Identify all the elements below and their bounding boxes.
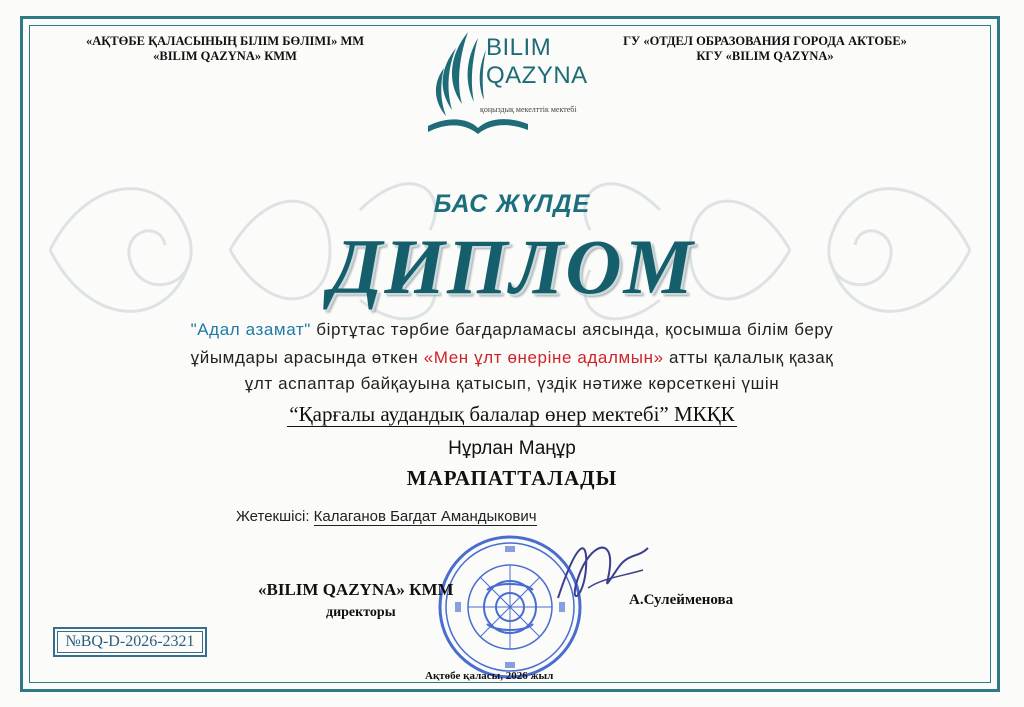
- logo-line2: QAZYNA: [486, 62, 588, 89]
- body-line-1-text: біртұтас тәрбие бағдарламасы аясында, қосымша білім беру: [310, 320, 834, 339]
- supervisor-label: Жетекшісі:: [236, 508, 314, 525]
- diploma-title: ДИПЛОМ: [329, 223, 695, 310]
- contest-name: «Мен ұлт өнеріне адалмын»: [423, 348, 664, 367]
- supervisor-line: [236, 508, 537, 525]
- logo-tagline: қоңыздық мекелттік мектебі: [480, 105, 577, 114]
- diploma-subtitle: БАС ЖҮЛДЕ: [433, 190, 591, 218]
- header-right-line2: КГУ «BILIM QAZYNA»: [696, 49, 834, 63]
- body-line-2-end: атты қалалық қазақ: [663, 348, 834, 367]
- logo-line1: BILIM: [486, 34, 552, 61]
- header-left: [60, 34, 390, 64]
- diploma-number: №BQ-D-2026-2321: [53, 627, 207, 657]
- signature-position: директоры: [326, 605, 396, 620]
- place-year: Ақтөбе қаласы, 2026 жыл: [425, 670, 554, 682]
- body-line-3: ұлт аспаптар байқауына қатысып, үздік нәтиже көрсеткені үшін: [244, 374, 780, 393]
- body-line-1: [0, 320, 1024, 340]
- awarded-text: МАРАПАТТАЛАДЫ: [406, 466, 618, 490]
- body-line-2-start: ұйымдары арасында өткен: [190, 348, 424, 367]
- director-name: А.Сулейменова: [629, 592, 734, 608]
- recipient-name: Нұрлан Маңұр: [448, 438, 576, 459]
- header-right: [590, 34, 940, 64]
- organization-name: “Қарғалы аудандық балалар өнер мектебі” МКҚК: [289, 402, 735, 426]
- organization-line: [0, 402, 1024, 427]
- body-line-2: [0, 348, 1024, 368]
- program-name: "Адал азамат": [190, 320, 311, 339]
- supervisor-name: Калаганов Багдат Амандыкович: [313, 508, 537, 525]
- logo-wordmark: [486, 34, 588, 90]
- header-left-line1: «АҚТӨБЕ ҚАЛАСЫНЫҢ БІЛІМ БӨЛІМІ» ММ: [85, 34, 365, 48]
- signature-org: «BILIM QAZYNA» КММ: [258, 580, 454, 599]
- header-right-line1: ГУ «ОТДЕЛ ОБРАЗОВАНИЯ ГОРОДА АКТОБЕ»: [623, 34, 907, 48]
- header-left-line2: «BILIM QAZYNA» КММ: [153, 49, 297, 63]
